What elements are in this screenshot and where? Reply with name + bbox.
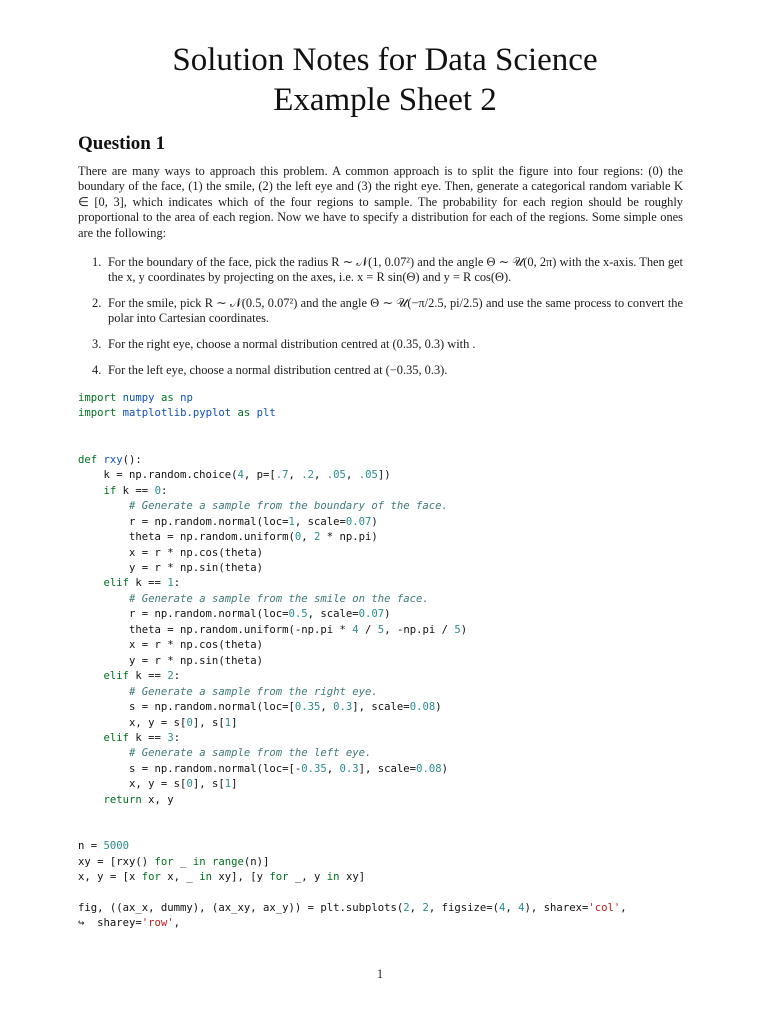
code-line: r = np.random.normal(loc=0.5, scale=0.07)	[78, 608, 391, 621]
code-line: y = r * np.sin(theta)	[78, 654, 263, 667]
code-line: x = r * np.cos(theta)	[78, 546, 263, 559]
code-line: s = np.random.normal(loc=[-0.35, 0.3], scale=0.08)	[78, 762, 448, 775]
title-line-2: Example Sheet 2	[273, 82, 497, 118]
code-line: # Generate a sample from the smile on the face.	[129, 592, 429, 605]
code-line: x = r * np.cos(theta)	[78, 639, 263, 652]
document-title	[0, 40, 770, 120]
intro-paragraph: There are many ways to approach this problem. A common approach is to split the figure into four regions: (0) the boundary of the face, (1) the smile, (2) the left eye and (3) the right eye. Then, generate a categorical random variable K ∈ [0, 3], which indicates which of the four regions to sample. The probability for each region should be roughly proportional to the area of each region. Now we have to specify a distribution for each of the regions. Some simple ones are the following:	[78, 164, 683, 240]
code-line: fig, ((ax_x, dummy), (ax_xy, ax_y)) = plt.subplots(2, 2, figsize=(4, 4), sharex='col',	[78, 901, 627, 914]
list-item-number: 1.	[92, 255, 102, 269]
list-item-text: For the left eye, choose a normal distribution centred at (−0.35, 0.3).	[108, 363, 448, 377]
code-line: s = np.random.normal(loc=[0.35, 0.3], scale=0.08)	[78, 701, 442, 714]
code-line: elif k == 3:	[103, 731, 181, 744]
code-line: y = r * np.sin(theta)	[78, 561, 263, 574]
code-line: elif k == 1:	[103, 577, 181, 590]
page-number: 1	[376, 967, 384, 981]
code-line: elif k == 2:	[103, 670, 181, 683]
list-item-text: For the boundary of the face, pick the radius R ∼ 𝒩(1, 0.07²) and the angle Θ ∼ 𝒰(0, 2π) with the x-axis. Then get the x, y coordinates by projecting on the axes, i.e. x = R sin(Θ) and y = R cos(Θ).	[108, 255, 683, 285]
code-line: theta = np.random.uniform(0, 2 * np.pi)	[78, 531, 378, 544]
code-line: x, y = s[0], s[1]	[78, 778, 238, 791]
code-line: xy = [rxy() for _ in range(n)]	[78, 855, 270, 868]
code-line: ↪ sharey='row',	[78, 917, 181, 930]
section-heading: Question 1	[78, 133, 166, 154]
title-line-1: Solution Notes for Data Science	[172, 42, 598, 78]
code-line: # Generate a sample from the left eye.	[129, 747, 372, 760]
code-line: # Generate a sample from the right eye.	[129, 685, 378, 698]
list-item-number: 2.	[92, 296, 102, 310]
code-line: return x, y	[103, 793, 174, 806]
list-item-number: 3.	[92, 337, 102, 351]
list-item-text: For the right eye, choose a normal distribution centred at (0.35, 0.3) with .	[108, 337, 476, 351]
list-item-number: 4.	[92, 363, 102, 377]
code-line: if k == 0:	[103, 484, 168, 497]
code-line: # Generate a sample from the boundary of the face.	[129, 500, 448, 513]
code-line: x, y = [x for x, _ in xy], [y for _, y in xy]	[78, 871, 366, 884]
code-line: import numpy as np	[78, 392, 193, 404]
code-line: r = np.random.normal(loc=1, scale=0.07)	[78, 515, 378, 528]
code-line: k = np.random.choice(4, p=[.7, .2, .05, .05])	[78, 469, 391, 482]
code-listing	[78, 391, 627, 932]
code-line: n = 5000	[78, 840, 130, 853]
code-line: import matplotlib.pyplot as plt	[78, 407, 276, 420]
code-line: x, y = s[0], s[1]	[78, 716, 238, 729]
code-line: def rxy():	[78, 453, 142, 466]
list-item-text: For the smile, pick R ∼ 𝒩(0.5, 0.07²) and the angle Θ ∼ 𝒰(−π/2.5, pi/2.5) and use the same process to convert the polar into Cartesian coordinates.	[108, 296, 683, 326]
code-line: theta = np.random.uniform(-np.pi * 4 / 5, -np.pi / 5)	[78, 623, 468, 636]
